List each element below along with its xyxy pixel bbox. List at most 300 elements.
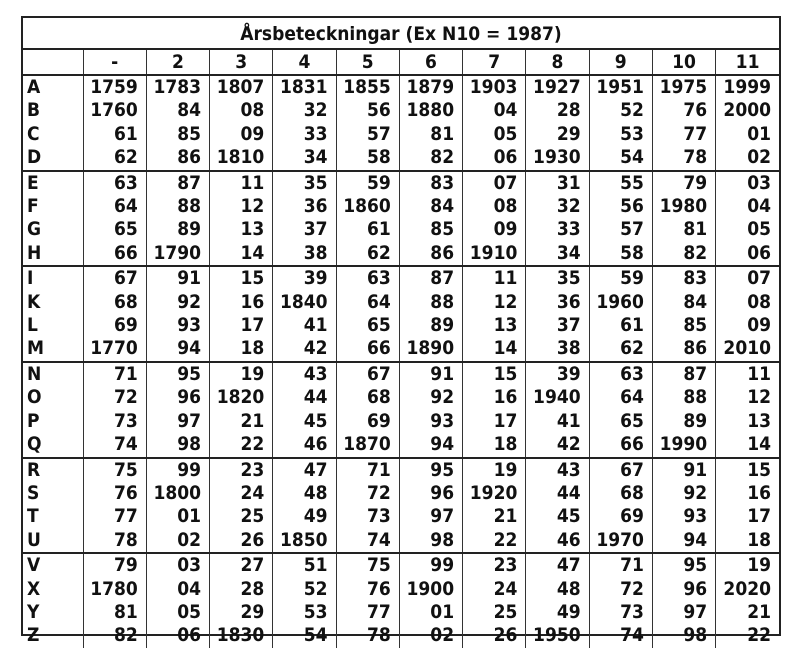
year-cell: 21	[716, 601, 779, 624]
year-cell: 25	[463, 601, 526, 624]
year-cell: 41	[526, 410, 589, 433]
year-cell: 1999	[716, 75, 779, 99]
year-cell: 01	[716, 123, 779, 146]
year-cell: 84	[146, 99, 209, 122]
row-letter: L	[27, 314, 38, 337]
year-cell: 66	[336, 337, 399, 361]
year-cell: 76	[336, 578, 399, 601]
year-cell: 77	[336, 601, 399, 624]
row-letter: S	[27, 481, 40, 504]
year-cell: 18	[210, 337, 273, 361]
column-header: 2	[146, 50, 209, 75]
year-cell: 94	[146, 337, 209, 361]
year-cell: 74	[589, 624, 652, 647]
year-cell: 1950	[526, 624, 589, 647]
year-cell: 1820	[210, 386, 273, 409]
year-cell: 74	[336, 529, 399, 553]
year-cell: 55	[589, 171, 652, 195]
year-cell: 1940	[526, 386, 589, 409]
year-cell: 29	[210, 601, 273, 624]
year-cell: 83	[399, 171, 462, 195]
year-cell: 63	[336, 266, 399, 290]
year-cell: 39	[273, 266, 336, 290]
year-cell: 92	[399, 386, 462, 409]
year-cell: 67	[83, 266, 146, 290]
year-cell: 17	[463, 410, 526, 433]
table-row	[23, 146, 779, 170]
year-cell: 98	[399, 529, 462, 553]
year-cell: 29	[526, 123, 589, 146]
year-cell: 94	[399, 433, 462, 457]
year-cell: 65	[336, 314, 399, 337]
year-cell: 73	[589, 601, 652, 624]
year-cell: 15	[463, 362, 526, 386]
row-letter: E	[27, 171, 39, 194]
year-cell: 43	[273, 362, 336, 386]
year-cell: 1807	[210, 75, 273, 99]
year-cell: 82	[399, 146, 462, 170]
year-cell: 87	[399, 266, 462, 290]
year-cell: 28	[526, 99, 589, 122]
row-letter: V	[27, 554, 41, 577]
year-cell: 43	[526, 458, 589, 482]
year-cell: 15	[210, 266, 273, 290]
year-cell: 16	[210, 291, 273, 314]
year-cell: 09	[463, 218, 526, 241]
year-cell: 61	[83, 123, 146, 146]
year-cell: 35	[526, 266, 589, 290]
table-row	[23, 123, 779, 146]
year-cell: 59	[589, 266, 652, 290]
year-cell: 1810	[210, 146, 273, 170]
header-corner	[23, 50, 83, 75]
year-cell: 69	[589, 505, 652, 528]
row-letter: C	[27, 122, 40, 145]
year-cell: 84	[399, 195, 462, 218]
year-cell: 93	[652, 505, 715, 528]
year-cell: 1920	[463, 482, 526, 505]
year-cell: 88	[652, 386, 715, 409]
column-header: 5	[336, 50, 399, 75]
year-cell: 94	[652, 529, 715, 553]
year-cell: 81	[652, 218, 715, 241]
year-cell: 12	[210, 195, 273, 218]
year-cell: 53	[273, 601, 336, 624]
year-cell: 66	[83, 242, 146, 266]
row-letter: O	[27, 386, 42, 409]
year-cell: 97	[652, 601, 715, 624]
table-row	[23, 242, 779, 266]
row-letter: X	[27, 577, 41, 600]
year-cell: 79	[652, 171, 715, 195]
year-cell: 71	[83, 362, 146, 386]
row-letter: N	[27, 362, 42, 385]
year-cell: 82	[83, 624, 146, 647]
year-cell: 32	[273, 99, 336, 122]
year-cell: 54	[273, 624, 336, 647]
column-header: 4	[273, 50, 336, 75]
year-cell: 16	[716, 482, 779, 505]
year-cell: 31	[526, 171, 589, 195]
year-cell: 95	[652, 553, 715, 577]
year-cell: 73	[83, 410, 146, 433]
year-cell: 34	[273, 146, 336, 170]
table-row	[23, 578, 779, 601]
year-cell: 68	[83, 291, 146, 314]
year-cell: 24	[463, 578, 526, 601]
year-cell: 91	[146, 266, 209, 290]
year-cell: 96	[146, 386, 209, 409]
column-header: 3	[210, 50, 273, 75]
year-cell: 51	[273, 553, 336, 577]
year-cell: 71	[336, 458, 399, 482]
year-cell: 78	[83, 529, 146, 553]
column-header: 10	[652, 50, 715, 75]
year-cell: 87	[146, 171, 209, 195]
year-cell: 22	[463, 529, 526, 553]
year-cell: 24	[210, 482, 273, 505]
row-letter: H	[23, 242, 83, 266]
year-cell: 1840	[273, 291, 336, 314]
year-cell: 15	[716, 458, 779, 482]
table-row	[23, 386, 779, 409]
year-cell: 1960	[589, 291, 652, 314]
year-cell: 68	[336, 386, 399, 409]
year-cell: 63	[83, 171, 146, 195]
column-header: 6	[399, 50, 462, 75]
year-cell: 49	[273, 505, 336, 528]
year-cell: 32	[526, 195, 589, 218]
year-cell: 86	[652, 337, 715, 361]
year-cell: 26	[463, 624, 526, 647]
year-cell: 05	[463, 123, 526, 146]
year-cell: 77	[83, 505, 146, 528]
year-cell: 09	[716, 314, 779, 337]
header-row	[23, 50, 779, 75]
table-row	[23, 314, 779, 337]
year-cell: 39	[526, 362, 589, 386]
year-cell: 19	[463, 458, 526, 482]
year-cell: 03	[146, 553, 209, 577]
year-cell: 1903	[463, 75, 526, 99]
year-cell: 92	[652, 482, 715, 505]
year-cell: 85	[652, 314, 715, 337]
table-row	[23, 171, 779, 195]
year-cell: 35	[273, 171, 336, 195]
year-cell: 81	[399, 123, 462, 146]
year-cell: 18	[716, 529, 779, 553]
year-cell: 96	[652, 578, 715, 601]
year-cell: 78	[652, 146, 715, 170]
year-cell: 74	[83, 433, 146, 457]
year-cell: 1780	[83, 578, 146, 601]
year-code-table-frame	[21, 16, 781, 647]
year-cell: 11	[716, 362, 779, 386]
year-cell: 44	[526, 482, 589, 505]
year-cell: 1930	[526, 146, 589, 170]
year-cell: 38	[273, 242, 336, 266]
row-letter: R	[27, 458, 41, 481]
year-cell: 33	[526, 218, 589, 241]
table-title: Årsbeteckningar (Ex N10 = 1987)	[23, 18, 779, 50]
table-row	[23, 529, 779, 553]
year-cell: 62	[83, 146, 146, 170]
year-cell: 79	[83, 553, 146, 577]
year-cell: 26	[210, 529, 273, 553]
year-cell: 1783	[146, 75, 209, 99]
year-cell: 49	[526, 601, 589, 624]
year-cell: 01	[399, 601, 462, 624]
year-cell: 08	[463, 195, 526, 218]
year-cell: 1760	[83, 99, 146, 122]
row-letter: P	[27, 409, 40, 432]
year-cell: 2000	[716, 99, 779, 122]
year-cell: 1900	[399, 578, 462, 601]
row-letter: Q	[23, 433, 83, 457]
year-cell: 84	[652, 291, 715, 314]
year-cell: 54	[589, 146, 652, 170]
table-row	[23, 362, 779, 386]
column-header: 9	[589, 50, 652, 75]
year-cell: 64	[336, 291, 399, 314]
year-cell: 56	[589, 195, 652, 218]
year-cell: 02	[399, 624, 462, 647]
year-cell: 59	[336, 171, 399, 195]
year-cell: 63	[589, 362, 652, 386]
year-cell: 95	[146, 362, 209, 386]
year-cell: 02	[716, 146, 779, 170]
year-cell: 1790	[146, 242, 209, 266]
year-cell: 21	[210, 410, 273, 433]
year-cell: 14	[463, 337, 526, 361]
year-cell: 62	[336, 242, 399, 266]
year-cell: 14	[210, 242, 273, 266]
year-cell: 07	[716, 266, 779, 290]
year-cell: 21	[463, 505, 526, 528]
year-cell: 67	[589, 458, 652, 482]
year-cell: 47	[273, 458, 336, 482]
year-cell: 09	[210, 123, 273, 146]
year-cell: 1860	[336, 195, 399, 218]
year-cell: 06	[716, 242, 779, 266]
year-cell: 28	[210, 578, 273, 601]
year-cell: 75	[336, 553, 399, 577]
year-cell: 11	[210, 171, 273, 195]
table-row	[23, 553, 779, 577]
year-cell: 83	[652, 266, 715, 290]
year-cell: 38	[526, 337, 589, 361]
year-cell: 72	[83, 386, 146, 409]
year-cell: 97	[146, 410, 209, 433]
year-cell: 23	[210, 458, 273, 482]
year-cell: 37	[526, 314, 589, 337]
year-cell: 01	[146, 505, 209, 528]
year-cell: 25	[210, 505, 273, 528]
year-cell: 91	[399, 362, 462, 386]
year-cell: 12	[463, 291, 526, 314]
year-cell: 08	[716, 291, 779, 314]
year-cell: 22	[210, 433, 273, 457]
year-cell: 42	[526, 433, 589, 457]
table-row	[23, 482, 779, 505]
year-cell: 82	[652, 242, 715, 266]
year-cell: 1850	[273, 529, 336, 553]
row-letter: F	[27, 195, 39, 218]
year-cell: 52	[589, 99, 652, 122]
year-code-table	[23, 50, 779, 648]
row-letter: K	[27, 290, 41, 313]
year-cell: 68	[589, 482, 652, 505]
year-cell: 57	[336, 123, 399, 146]
year-cell: 86	[146, 146, 209, 170]
year-cell: 1879	[399, 75, 462, 99]
year-cell: 62	[589, 337, 652, 361]
year-cell: 1759	[83, 75, 146, 99]
year-cell: 1975	[652, 75, 715, 99]
year-cell: 1880	[399, 99, 462, 122]
year-cell: 07	[463, 171, 526, 195]
year-cell: 99	[399, 553, 462, 577]
year-cell: 19	[716, 553, 779, 577]
table-row	[23, 218, 779, 241]
year-cell: 36	[526, 291, 589, 314]
year-cell: 64	[83, 195, 146, 218]
year-cell: 19	[210, 362, 273, 386]
table-row	[23, 291, 779, 314]
year-cell: 93	[399, 410, 462, 433]
year-cell: 86	[399, 242, 462, 266]
year-cell: 42	[273, 337, 336, 361]
table-row	[23, 99, 779, 122]
table-row	[23, 505, 779, 528]
year-cell: 1970	[589, 529, 652, 553]
year-cell: 06	[463, 146, 526, 170]
year-cell: 1927	[526, 75, 589, 99]
year-cell: 06	[146, 624, 209, 647]
year-cell: 69	[83, 314, 146, 337]
year-cell: 99	[146, 458, 209, 482]
year-cell: 1800	[146, 482, 209, 505]
row-letter: B	[27, 99, 41, 122]
year-cell: 14	[716, 433, 779, 457]
year-cell: 96	[399, 482, 462, 505]
table-row	[23, 624, 779, 647]
year-cell: 1830	[210, 624, 273, 647]
table-row	[23, 410, 779, 433]
table-row	[23, 458, 779, 482]
column-header: 7	[463, 50, 526, 75]
column-header: 11	[716, 50, 779, 75]
year-cell: 61	[336, 218, 399, 241]
row-letter: I	[27, 267, 34, 290]
year-cell: 05	[146, 601, 209, 624]
year-cell: 95	[399, 458, 462, 482]
year-cell: 89	[399, 314, 462, 337]
year-cell: 13	[210, 218, 273, 241]
column-header: -	[83, 50, 146, 75]
year-cell: 78	[336, 624, 399, 647]
year-cell: 45	[273, 410, 336, 433]
year-cell: 12	[716, 386, 779, 409]
year-cell: 47	[526, 553, 589, 577]
year-cell: 23	[463, 553, 526, 577]
year-cell: 64	[589, 386, 652, 409]
year-cell: 13	[716, 410, 779, 433]
year-cell: 22	[716, 624, 779, 647]
row-letter: Z	[27, 624, 40, 647]
year-cell: 1990	[652, 433, 715, 457]
year-cell: 1855	[336, 75, 399, 99]
row-letter: T	[27, 505, 39, 528]
year-cell: 76	[83, 482, 146, 505]
year-cell: 04	[716, 195, 779, 218]
year-cell: 58	[336, 146, 399, 170]
year-cell: 56	[336, 99, 399, 122]
year-cell: 2020	[716, 578, 779, 601]
table-row	[23, 337, 779, 361]
year-cell: 13	[463, 314, 526, 337]
year-cell: 69	[336, 410, 399, 433]
year-cell: 37	[273, 218, 336, 241]
year-cell: 2010	[716, 337, 779, 361]
year-cell: 17	[210, 314, 273, 337]
year-cell: 1980	[652, 195, 715, 218]
year-cell: 89	[146, 218, 209, 241]
year-cell: 34	[526, 242, 589, 266]
year-cell: 66	[589, 433, 652, 457]
year-cell: 65	[589, 410, 652, 433]
year-cell: 85	[146, 123, 209, 146]
year-cell: 08	[210, 99, 273, 122]
year-cell: 81	[83, 601, 146, 624]
table-row	[23, 266, 779, 290]
year-cell: 85	[399, 218, 462, 241]
year-cell: 97	[399, 505, 462, 528]
year-cell: 1890	[399, 337, 462, 361]
year-cell: 16	[463, 386, 526, 409]
year-cell: 91	[652, 458, 715, 482]
year-cell: 46	[526, 529, 589, 553]
year-cell: 71	[589, 553, 652, 577]
table-row	[23, 601, 779, 624]
year-cell: 87	[652, 362, 715, 386]
year-cell: 46	[273, 433, 336, 457]
year-cell: 1910	[463, 242, 526, 266]
year-cell: 45	[526, 505, 589, 528]
year-cell: 1951	[589, 75, 652, 99]
year-cell: 02	[146, 529, 209, 553]
year-cell: 57	[589, 218, 652, 241]
year-cell: 05	[716, 218, 779, 241]
row-letter: A	[27, 76, 41, 98]
year-cell: 61	[589, 314, 652, 337]
year-cell: 27	[210, 553, 273, 577]
column-header: 8	[526, 50, 589, 75]
year-cell: 17	[716, 505, 779, 528]
table-row	[23, 75, 779, 99]
year-cell: 18	[463, 433, 526, 457]
year-cell: 93	[146, 314, 209, 337]
year-cell: 1831	[273, 75, 336, 99]
year-cell: 1770	[83, 337, 146, 361]
year-cell: 65	[83, 218, 146, 241]
year-cell: 72	[336, 482, 399, 505]
year-cell: 52	[273, 578, 336, 601]
year-cell: 77	[652, 123, 715, 146]
year-cell: 1870	[336, 433, 399, 457]
table-row	[23, 195, 779, 218]
year-cell: 48	[526, 578, 589, 601]
